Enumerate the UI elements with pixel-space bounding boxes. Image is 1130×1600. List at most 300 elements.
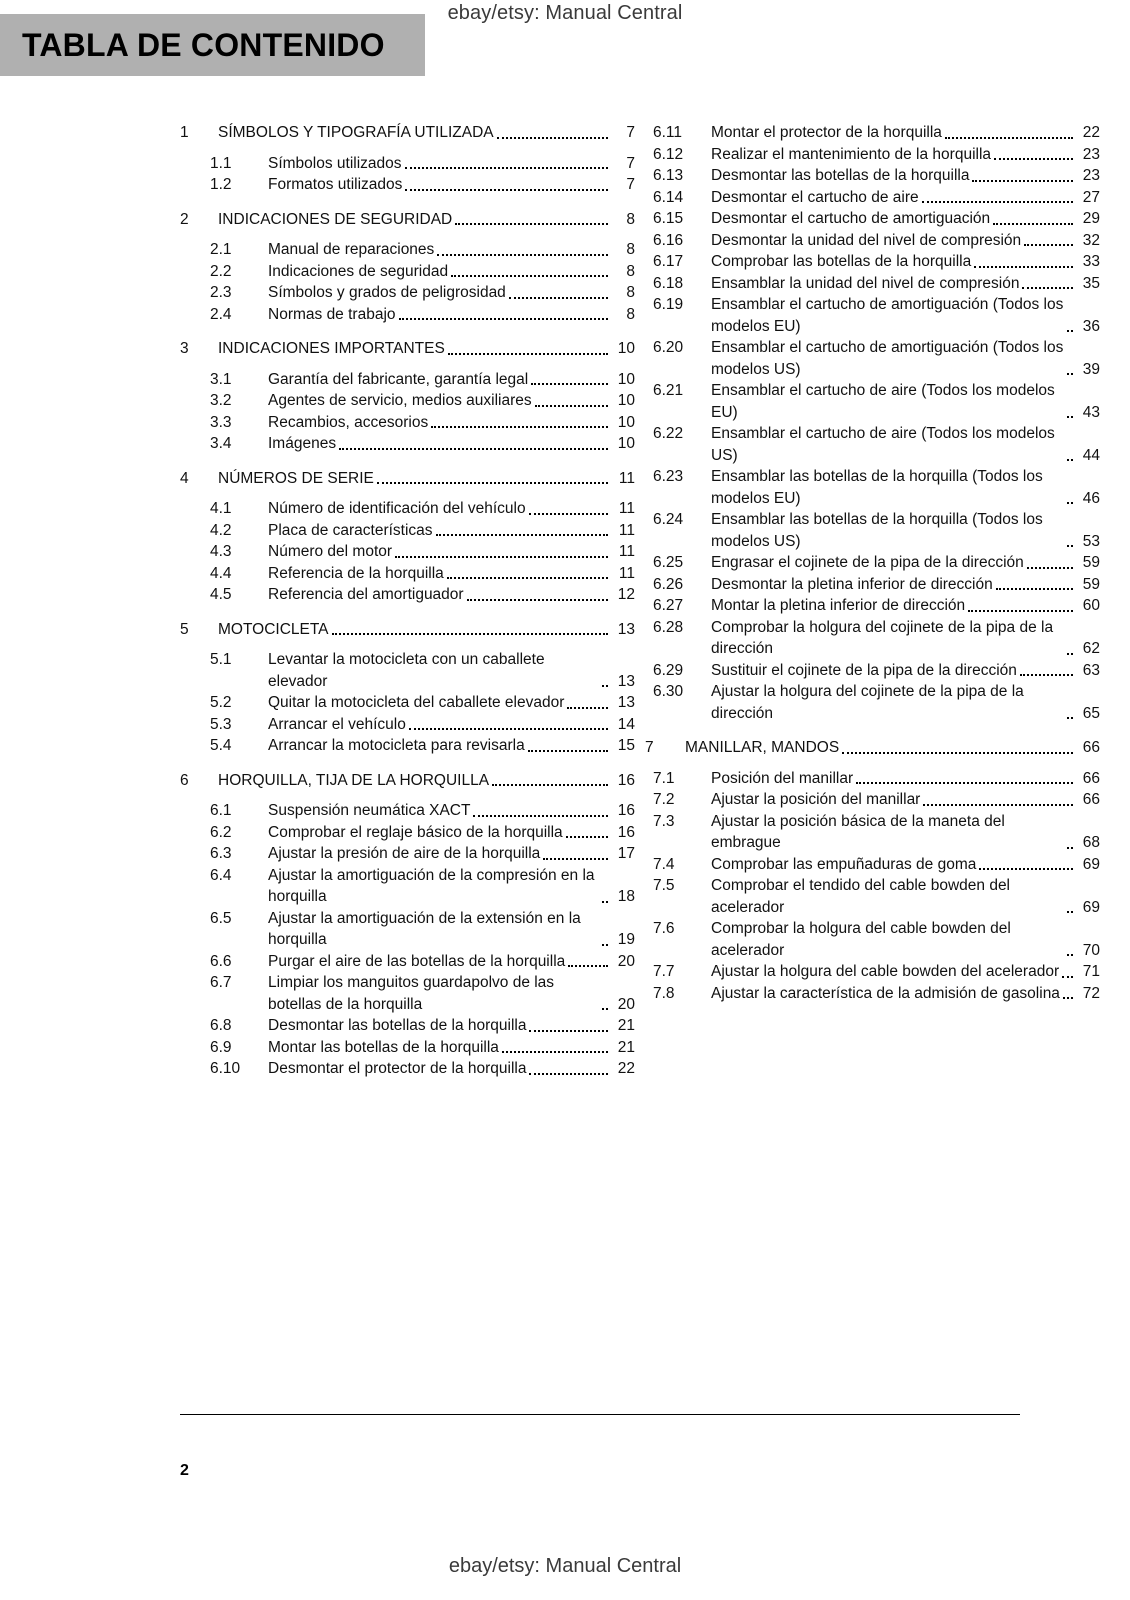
toc-entry[interactable] bbox=[180, 174, 635, 196]
toc-leader-dots bbox=[431, 416, 608, 428]
toc-entry-page: 66 bbox=[1082, 769, 1100, 787]
toc-entry-title: Montar el protector de la horquilla bbox=[711, 124, 942, 141]
toc-entry-body bbox=[268, 649, 635, 692]
toc-leader-dots bbox=[996, 578, 1073, 590]
toc-leader-dots bbox=[497, 127, 608, 139]
toc-entry-page: 11 bbox=[618, 521, 635, 539]
toc-entry-number: 1.1 bbox=[210, 154, 232, 172]
table-of-contents bbox=[0, 122, 1130, 1080]
toc-entry[interactable] bbox=[645, 187, 1100, 209]
toc-entry-page: 53 bbox=[1082, 532, 1100, 550]
toc-entry-page: 16 bbox=[617, 802, 635, 819]
toc-entry-page: 22 bbox=[617, 1060, 635, 1077]
toc-leader-dots bbox=[1067, 406, 1073, 418]
toc-leader-dots bbox=[1022, 277, 1073, 289]
toc-entry-body bbox=[268, 412, 635, 434]
toc-leader-dots bbox=[567, 697, 608, 709]
toc-entry-number: 6.26 bbox=[653, 575, 684, 593]
toc-entry[interactable] bbox=[645, 983, 1100, 1005]
toc-entry[interactable] bbox=[645, 737, 1100, 759]
toc-entry-number: 4.5 bbox=[210, 586, 232, 603]
toc-entry-number: 6.23 bbox=[653, 468, 684, 485]
toc-leader-dots bbox=[467, 589, 608, 601]
toc-entry-page: 65 bbox=[1082, 704, 1100, 722]
toc-entry[interactable] bbox=[645, 918, 1100, 961]
toc-entry-body bbox=[711, 875, 1100, 918]
toc-entry[interactable] bbox=[180, 498, 635, 520]
toc-entry-body bbox=[711, 595, 1100, 617]
toc-entry-body bbox=[268, 692, 635, 714]
toc-leader-dots bbox=[923, 794, 1073, 806]
toc-entry-title: Símbolos utilizados bbox=[268, 154, 402, 172]
toc-entry[interactable] bbox=[645, 811, 1100, 854]
toc-entry[interactable] bbox=[645, 509, 1100, 552]
toc-entry[interactable] bbox=[180, 338, 635, 360]
toc-entry-number: 7.6 bbox=[653, 920, 675, 937]
toc-entry-number: 6.11 bbox=[653, 124, 683, 141]
toc-entry-body bbox=[268, 1037, 635, 1059]
toc-entry-title: Suspensión neumática XACT bbox=[268, 802, 471, 819]
toc-entry[interactable] bbox=[645, 122, 1100, 144]
toc-entry-page: 10 bbox=[617, 413, 635, 431]
toc-entry-title: Comprobar el tendido del cable bowden del acelerador bbox=[711, 877, 1011, 916]
toc-leader-dots bbox=[1062, 966, 1073, 978]
toc-entry-number: 5.2 bbox=[210, 694, 232, 711]
toc-entry-page: 8 bbox=[626, 262, 635, 280]
page-title-bar bbox=[0, 14, 425, 76]
toc-leader-dots bbox=[602, 675, 608, 687]
toc-entry[interactable] bbox=[645, 423, 1100, 466]
toc-entry[interactable] bbox=[645, 230, 1100, 252]
toc-entry-title: Comprobar la holgura del cojinete de la pipa de la dirección bbox=[711, 618, 1054, 657]
toc-leader-dots bbox=[856, 772, 1073, 784]
toc-entry[interactable] bbox=[645, 466, 1100, 509]
toc-entry[interactable] bbox=[645, 961, 1100, 983]
toc-entry-body bbox=[711, 251, 1100, 273]
toc-entry-body bbox=[268, 584, 635, 606]
toc-entry[interactable] bbox=[180, 304, 635, 326]
toc-entry[interactable] bbox=[645, 875, 1100, 918]
toc-entry-page: 63 bbox=[1082, 661, 1100, 679]
watermark-top: ebay/etsy: Manual Central bbox=[447, 2, 683, 24]
toc-entry-body bbox=[268, 1015, 635, 1037]
toc-entry[interactable] bbox=[180, 649, 635, 692]
toc-entry-number: 6.16 bbox=[653, 231, 684, 249]
toc-entry[interactable] bbox=[645, 595, 1100, 617]
toc-entry[interactable] bbox=[645, 681, 1100, 724]
toc-entry-title: Ajustar la posición del manillar bbox=[711, 791, 921, 808]
toc-entry[interactable] bbox=[645, 789, 1100, 811]
toc-entry-page: 10 bbox=[617, 392, 635, 409]
toc-entry-body bbox=[268, 735, 635, 757]
toc-entry-number: 4.1 bbox=[210, 500, 232, 517]
toc-entry-title: Comprobar las empuñaduras de goma bbox=[711, 855, 977, 873]
toc-entry-page: 44 bbox=[1082, 446, 1100, 464]
toc-entry[interactable] bbox=[180, 209, 635, 231]
toc-leader-dots bbox=[529, 1063, 608, 1075]
toc-entry-body bbox=[711, 144, 1100, 166]
toc-entry-number: 6.27 bbox=[653, 597, 684, 614]
toc-entry[interactable] bbox=[180, 520, 635, 542]
toc-entry-body bbox=[711, 423, 1100, 466]
toc-entry-title: Ensamblar las botellas de la horquilla (Todos los modelos EU) bbox=[711, 468, 1043, 507]
toc-entry[interactable] bbox=[645, 337, 1100, 380]
toc-entry-title: Símbolos y grados de peligrosidad bbox=[268, 284, 506, 301]
toc-entry-title: Montar las botellas de la horquilla bbox=[268, 1038, 499, 1056]
toc-entry-title: Arrancar la motocicleta para revisarla bbox=[268, 737, 525, 754]
toc-entry-page: 69 bbox=[1082, 898, 1100, 916]
toc-entry-title: Agentes de servicio, medios auxiliares bbox=[268, 392, 532, 409]
toc-entry-title: Número del motor bbox=[268, 543, 393, 560]
toc-entry-title: Purgar el aire de las botellas de la horquilla bbox=[268, 952, 566, 970]
toc-entry-body bbox=[711, 552, 1100, 574]
toc-entry[interactable] bbox=[180, 282, 635, 304]
toc-entry-number: 6.9 bbox=[210, 1038, 232, 1056]
toc-entry[interactable] bbox=[180, 714, 635, 736]
toc-entry-body bbox=[711, 230, 1100, 252]
toc-leader-dots bbox=[1067, 363, 1073, 375]
toc-entry[interactable] bbox=[180, 951, 635, 973]
toc-leader-dots bbox=[922, 191, 1073, 203]
toc-entry-title: Realizar el mantenimiento de la horquilla bbox=[711, 145, 992, 163]
toc-entry-page: 11 bbox=[618, 500, 635, 517]
toc-entry-page: 10 bbox=[617, 340, 635, 357]
toc-entry-body bbox=[268, 498, 635, 520]
toc-entry-title: Quitar la motocicleta del caballete elevador bbox=[268, 694, 565, 711]
toc-leader-dots bbox=[602, 891, 608, 903]
toc-entry-title: Desmontar las botellas de la horquilla bbox=[711, 167, 970, 184]
toc-entry-body bbox=[268, 822, 635, 844]
toc-entry[interactable] bbox=[180, 541, 635, 563]
toc-entry-number: 7 bbox=[645, 739, 654, 756]
toc-entry-title: Indicaciones de seguridad bbox=[268, 262, 449, 280]
toc-entry-body bbox=[711, 811, 1100, 854]
toc-entry-body bbox=[268, 843, 635, 865]
toc-entry[interactable] bbox=[180, 1037, 635, 1059]
toc-entry-number: 7.3 bbox=[653, 812, 675, 830]
toc-entry[interactable] bbox=[180, 261, 635, 283]
toc-entry-number: 1 bbox=[180, 124, 189, 141]
toc-entry-number: 6.2 bbox=[210, 823, 232, 841]
toc-entry[interactable] bbox=[645, 208, 1100, 230]
toc-entry-page: 10 bbox=[617, 435, 635, 452]
toc-entry-title: INDICACIONES DE SEGURIDAD bbox=[218, 210, 453, 228]
toc-entry-page: 22 bbox=[1082, 124, 1100, 141]
toc-leader-dots bbox=[405, 157, 608, 169]
toc-entry-number: 6.10 bbox=[210, 1060, 241, 1077]
toc-entry-title: Ensamblar la unidad del nivel de compresión bbox=[711, 274, 1020, 292]
toc-entry[interactable] bbox=[645, 380, 1100, 423]
toc-leader-dots bbox=[492, 774, 608, 786]
toc-leader-dots bbox=[568, 955, 608, 967]
toc-entry-title: Ensamblar el cartucho de aire (Todos los modelos EU) bbox=[711, 382, 1055, 421]
toc-entry-title: Sustituir el cojinete de la pipa de la dirección bbox=[711, 661, 1017, 679]
toc-entry-number: 6.21 bbox=[653, 382, 684, 399]
toc-entry-number: 6.4 bbox=[210, 866, 232, 884]
toc-entry-body bbox=[268, 714, 635, 736]
toc-entry[interactable] bbox=[645, 617, 1100, 660]
toc-entry-body bbox=[268, 153, 635, 175]
toc-entry[interactable] bbox=[180, 1015, 635, 1037]
toc-entry-number: 6.22 bbox=[653, 425, 684, 442]
toc-entry[interactable] bbox=[180, 433, 635, 455]
toc-leader-dots bbox=[502, 1041, 608, 1053]
toc-column-left bbox=[180, 122, 635, 1080]
toc-leader-dots bbox=[409, 718, 608, 730]
toc-leader-dots bbox=[529, 503, 608, 515]
toc-leader-dots bbox=[448, 343, 608, 355]
toc-entry-body bbox=[268, 239, 635, 261]
toc-entry-body bbox=[711, 768, 1100, 790]
toc-entry-number: 6.1 bbox=[210, 802, 232, 819]
toc-leader-dots bbox=[399, 308, 608, 320]
toc-entry-title: Ajustar la presión de aire de la horquilla bbox=[268, 845, 541, 862]
toc-entry[interactable] bbox=[645, 144, 1100, 166]
toc-leader-dots bbox=[974, 256, 1073, 268]
toc-leader-dots bbox=[1067, 449, 1073, 461]
toc-entry[interactable] bbox=[645, 574, 1100, 596]
toc-entry-body bbox=[268, 174, 635, 196]
toc-entry-title: Manual de reparaciones bbox=[268, 241, 435, 258]
toc-entry-title: Desmontar la pletina inferior de dirección bbox=[711, 575, 993, 593]
toc-entry-body bbox=[268, 972, 635, 1015]
toc-entry[interactable] bbox=[180, 584, 635, 606]
toc-entry-page: 18 bbox=[617, 888, 635, 905]
toc-leader-dots bbox=[529, 1020, 608, 1032]
toc-entry-title: Ensamblar el cartucho de amortiguación (Todos los modelos US) bbox=[711, 339, 1064, 378]
toc-entry-title: Engrasar el cojinete de la pipa de la dirección bbox=[711, 554, 1024, 571]
toc-entry-title: Comprobar la holgura del cable bowden del acelerador bbox=[711, 920, 1011, 959]
toc-entry-page: 23 bbox=[1082, 145, 1100, 163]
toc-entry[interactable] bbox=[180, 468, 635, 490]
toc-entry-body bbox=[268, 541, 635, 563]
toc-entry-title: Comprobar las botellas de la horquilla bbox=[711, 253, 972, 270]
toc-entry-page: 23 bbox=[1082, 167, 1100, 184]
toc-entry-title: Normas de trabajo bbox=[268, 305, 396, 323]
toc-leader-dots bbox=[1067, 535, 1073, 547]
toc-leader-dots bbox=[1067, 707, 1073, 719]
toc-entry-title: HORQUILLA, TIJA DE LA HORQUILLA bbox=[218, 771, 490, 789]
toc-entry-number: 6.8 bbox=[210, 1017, 232, 1034]
toc-entry-page: 66 bbox=[1082, 739, 1100, 756]
toc-entry[interactable] bbox=[180, 692, 635, 714]
toc-entry-page: 8 bbox=[626, 210, 635, 228]
toc-entry-number: 5.1 bbox=[210, 651, 232, 668]
toc-entry-number: 6 bbox=[180, 771, 189, 789]
toc-entry-title: Ajustar la característica de la admisión de gasolina bbox=[711, 984, 1060, 1002]
toc-entry-title: Garantía del fabricante, garantía legal bbox=[268, 370, 529, 388]
toc-entry[interactable] bbox=[180, 800, 635, 822]
toc-entry-page: 13 bbox=[617, 672, 635, 690]
toc-entry[interactable] bbox=[180, 843, 635, 865]
toc-entry[interactable] bbox=[180, 735, 635, 757]
toc-entry[interactable] bbox=[645, 660, 1100, 682]
toc-entry-body bbox=[711, 918, 1100, 961]
toc-entry-title: Referencia de la horquilla bbox=[268, 564, 444, 582]
toc-entry-body bbox=[711, 854, 1100, 876]
toc-entry[interactable] bbox=[180, 239, 635, 261]
toc-entry-body bbox=[268, 800, 635, 822]
toc-entry-body bbox=[711, 273, 1100, 295]
toc-entry-body bbox=[268, 520, 635, 542]
toc-entry-number: 4 bbox=[180, 469, 189, 487]
toc-entry-number: 6.14 bbox=[653, 188, 684, 206]
toc-entry-page: 71 bbox=[1082, 963, 1100, 980]
toc-entry-body bbox=[268, 865, 635, 908]
toc-entry[interactable] bbox=[180, 770, 635, 792]
page-title: TABLA DE CONTENIDO bbox=[22, 26, 385, 63]
toc-entry-number: 2.3 bbox=[210, 284, 232, 301]
toc-entry-title: Referencia del amortiguador bbox=[268, 586, 464, 603]
toc-entry-title: Recambios, accesorios bbox=[268, 413, 429, 431]
toc-entry-body bbox=[711, 574, 1100, 596]
toc-leader-dots bbox=[437, 244, 608, 256]
toc-entry-page: 16 bbox=[617, 771, 635, 789]
toc-entry[interactable] bbox=[645, 552, 1100, 574]
toc-entry-body bbox=[268, 908, 635, 951]
toc-entry[interactable] bbox=[180, 563, 635, 585]
toc-entry-body bbox=[268, 1058, 635, 1080]
toc-entry-body bbox=[685, 737, 1100, 759]
toc-entry[interactable] bbox=[180, 369, 635, 391]
toc-entry-body bbox=[711, 337, 1100, 380]
toc-entry[interactable] bbox=[180, 390, 635, 412]
toc-leader-dots bbox=[377, 472, 608, 484]
toc-entry-title: Montar la pletina inferior de dirección bbox=[711, 597, 966, 614]
toc-entry-body bbox=[218, 619, 635, 641]
toc-entry-title: Limpiar los manguitos guardapolvo de las botellas de la horquilla bbox=[268, 974, 555, 1013]
toc-leader-dots bbox=[566, 826, 608, 838]
toc-entry-number: 7.1 bbox=[653, 769, 675, 787]
toc-entry-number: 3 bbox=[180, 340, 189, 357]
toc-entry-page: 13 bbox=[617, 620, 635, 638]
toc-entry-page: 8 bbox=[626, 241, 635, 258]
toc-entry[interactable] bbox=[645, 273, 1100, 295]
toc-entry-title: Ajustar la holgura del cable bowden del acelerador bbox=[711, 963, 1060, 980]
toc-entry-body bbox=[268, 563, 635, 585]
toc-entry-page: 11 bbox=[618, 564, 635, 582]
toc-entry[interactable] bbox=[180, 822, 635, 844]
toc-entry-body bbox=[711, 294, 1100, 337]
toc-entry-body bbox=[268, 369, 635, 391]
toc-entry[interactable] bbox=[180, 122, 635, 144]
toc-entry-number: 6.7 bbox=[210, 974, 232, 991]
toc-leader-dots bbox=[395, 546, 608, 558]
toc-entry-page: 20 bbox=[617, 995, 635, 1013]
toc-entry-page: 15 bbox=[617, 737, 635, 754]
toc-entry-number: 6.30 bbox=[653, 683, 684, 700]
toc-entry-page: 29 bbox=[1082, 210, 1100, 227]
toc-leader-dots bbox=[436, 524, 608, 536]
toc-entry-number: 2.4 bbox=[210, 305, 232, 323]
toc-entry-body bbox=[711, 466, 1100, 509]
toc-entry-page: 11 bbox=[618, 543, 635, 560]
toc-leader-dots bbox=[451, 265, 608, 277]
toc-leader-dots bbox=[972, 170, 1073, 182]
toc-entry-page: 59 bbox=[1082, 575, 1100, 593]
toc-entry-body bbox=[218, 468, 635, 490]
toc-entry[interactable] bbox=[180, 153, 635, 175]
toc-entry-page: 16 bbox=[617, 823, 635, 841]
toc-entry[interactable] bbox=[180, 908, 635, 951]
toc-entry-number: 6.28 bbox=[653, 618, 684, 636]
toc-entry-body bbox=[711, 380, 1100, 423]
toc-entry-number: 6.6 bbox=[210, 952, 232, 970]
toc-entry[interactable] bbox=[180, 972, 635, 1015]
toc-leader-dots bbox=[332, 623, 608, 635]
toc-entry-title: Número de identificación del vehículo bbox=[268, 500, 526, 517]
toc-entry-number: 5.4 bbox=[210, 737, 232, 754]
toc-entry-page: 20 bbox=[617, 952, 635, 970]
toc-entry-title: INDICACIONES IMPORTANTES bbox=[218, 340, 445, 357]
toc-entry-body bbox=[711, 961, 1100, 983]
toc-leader-dots bbox=[509, 287, 608, 299]
toc-entry-page: 46 bbox=[1082, 489, 1100, 507]
toc-entry-number: 7.5 bbox=[653, 877, 675, 894]
toc-entry-body bbox=[268, 390, 635, 412]
toc-entry-page: 36 bbox=[1082, 317, 1100, 335]
toc-entry-number: 2 bbox=[180, 210, 189, 228]
toc-entry-title: MANILLAR, MANDOS bbox=[685, 739, 840, 756]
toc-entry-number: 2.1 bbox=[210, 241, 232, 258]
toc-leader-dots bbox=[1063, 987, 1073, 999]
toc-entry-page: 8 bbox=[626, 305, 635, 323]
toc-entry-title: Comprobar el reglaje básico de la horquilla bbox=[268, 823, 563, 841]
toc-entry[interactable] bbox=[645, 294, 1100, 337]
toc-entry-page: 32 bbox=[1082, 231, 1100, 249]
toc-entry-page: 72 bbox=[1082, 984, 1100, 1002]
toc-leader-dots bbox=[531, 373, 608, 385]
toc-entry-page: 13 bbox=[617, 694, 635, 711]
toc-entry-body bbox=[711, 660, 1100, 682]
toc-entry-page: 12 bbox=[617, 586, 635, 603]
toc-entry-number: 6.29 bbox=[653, 661, 684, 679]
page-number: 2 bbox=[180, 1462, 189, 1479]
toc-entry-body bbox=[268, 261, 635, 283]
toc-entry[interactable] bbox=[645, 251, 1100, 273]
toc-leader-dots bbox=[979, 858, 1073, 870]
toc-entry-body bbox=[711, 165, 1100, 187]
toc-entry[interactable] bbox=[180, 1058, 635, 1080]
toc-entry-number: 3.1 bbox=[210, 370, 232, 388]
toc-entry-body bbox=[711, 617, 1100, 660]
toc-leader-dots bbox=[1020, 664, 1073, 676]
toc-entry[interactable] bbox=[180, 865, 635, 908]
toc-leader-dots bbox=[1067, 492, 1073, 504]
toc-leader-dots bbox=[405, 179, 608, 191]
toc-entry-body bbox=[711, 208, 1100, 230]
toc-entry-number: 6.24 bbox=[653, 511, 684, 528]
toc-entry-body bbox=[268, 304, 635, 326]
toc-entry-number: 5 bbox=[180, 620, 189, 638]
toc-leader-dots bbox=[945, 127, 1073, 139]
toc-entry-title: Ensamblar el cartucho de aire (Todos los modelos US) bbox=[711, 425, 1055, 464]
toc-entry-page: 69 bbox=[1082, 855, 1100, 873]
toc-entry-number: 6.17 bbox=[653, 253, 684, 270]
toc-entry-title: NÚMEROS DE SERIE bbox=[218, 469, 374, 487]
toc-leader-dots bbox=[993, 213, 1073, 225]
toc-entry-number: 4.2 bbox=[210, 521, 232, 539]
toc-entry-number: 6.19 bbox=[653, 296, 684, 313]
toc-entry[interactable] bbox=[645, 165, 1100, 187]
toc-entry[interactable] bbox=[180, 412, 635, 434]
toc-entry-number: 6.18 bbox=[653, 274, 684, 292]
toc-entry[interactable] bbox=[645, 768, 1100, 790]
toc-entry[interactable] bbox=[645, 854, 1100, 876]
toc-entry-body bbox=[711, 983, 1100, 1005]
toc-leader-dots bbox=[1067, 901, 1073, 913]
toc-entry[interactable] bbox=[180, 619, 635, 641]
